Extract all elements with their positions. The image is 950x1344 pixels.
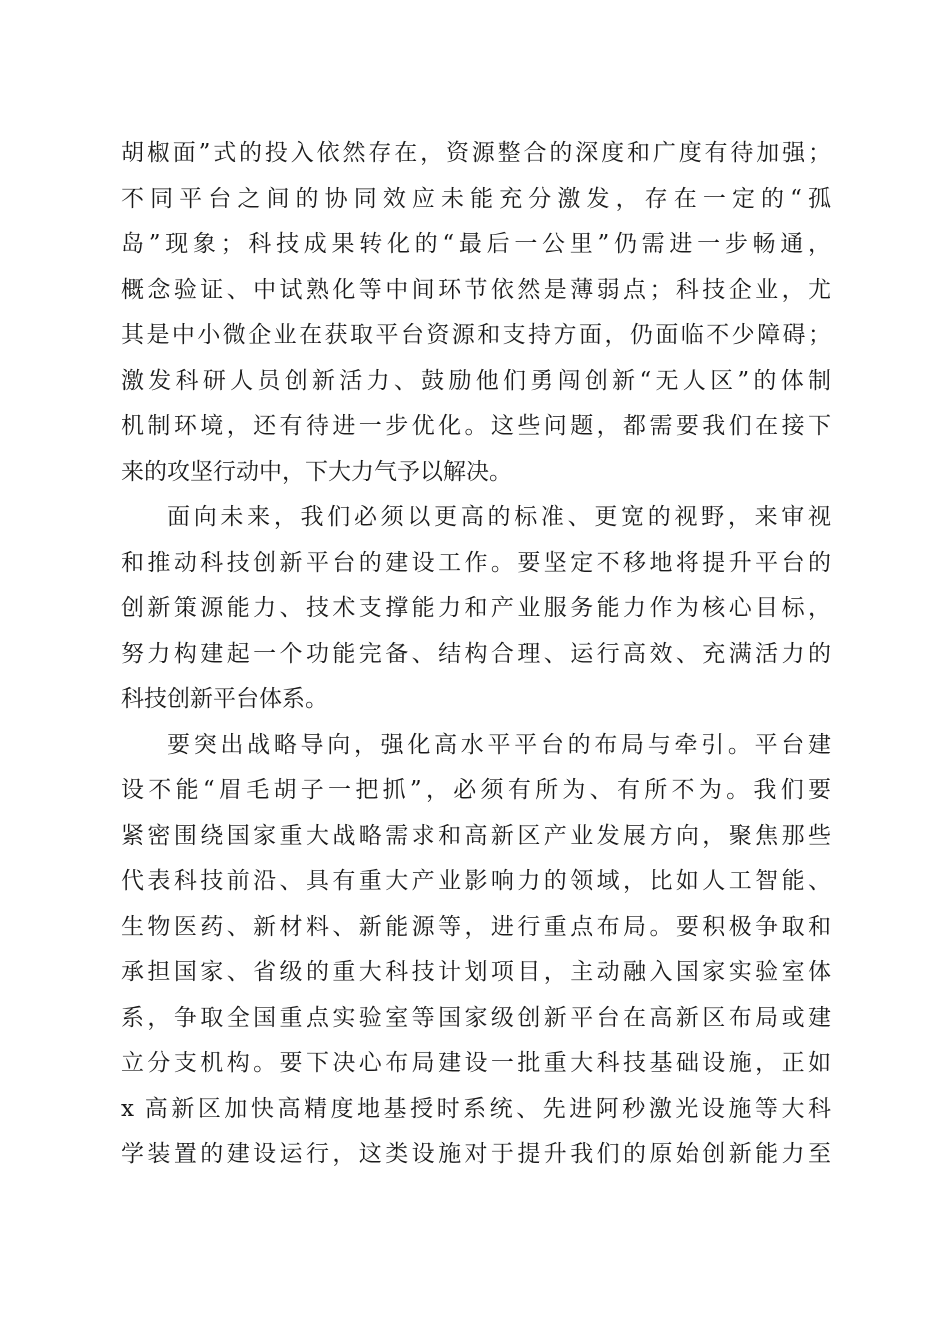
paragraph-3-line-7: 系，争取全国重点实验室等国家级创新平台在高新区布局或建 bbox=[121, 1004, 831, 1031]
paragraph-3-line-2: 设不能“眉毛胡子一把抓”，必须有所为、有所不为。我们要 bbox=[121, 777, 831, 803]
paragraph-3-line-8: 立分支机构。要下决心布局建设一批重大科技基础设施，正如 bbox=[121, 1050, 831, 1076]
paragraph-2-line-3: 创新策源能力、技术支撑能力和产业服务能力作为核心目标， bbox=[121, 595, 831, 621]
paragraph-1-line-6: 激发科研人员创新活力、鼓励他们勇闯创新“无人区”的体制 bbox=[121, 367, 831, 394]
paragraph-1-line-2: 不同平台之间的协同效应未能充分激发，存在一定的“孤 bbox=[121, 185, 831, 212]
paragraph-2-line-1: 面向未来，我们必须以更高的标准、更宽的视野，来审视 bbox=[167, 504, 831, 530]
paragraph-1-line-4: 概念验证、中试熟化等中间环节依然是薄弱点；科技企业，尤 bbox=[121, 276, 831, 303]
paragraph-3-line-10: 学装置的建设运行，这类设施对于提升我们的原始创新能力至 bbox=[121, 1141, 831, 1167]
paragraph-3-line-4: 代表科技前沿、具有重大产业影响力的领域，比如人工智能、 bbox=[121, 868, 831, 894]
paragraph-1-line-5: 其是中小微企业在获取平台资源和支持方面，仍面临不少障碍； bbox=[121, 322, 831, 348]
paragraph-3-line-1: 要突出战略导向，强化高水平平台的布局与牵引。平台建 bbox=[167, 731, 831, 758]
paragraph-1-line-1: 胡椒面”式的投入依然存在，资源整合的深度和广度有待加强； bbox=[121, 140, 831, 166]
paragraph-1-line-7: 机制环境，还有待进一步优化。这些问题，都需要我们在接下 bbox=[121, 413, 831, 439]
paragraph-1-line-8: 来的攻坚行动中，下大力气予以解决。 bbox=[121, 458, 512, 485]
paragraph-3-line-5: 生物医药、新材料、新能源等，进行重点布局。要积极争取和 bbox=[121, 913, 831, 940]
paragraph-3-line-6: 承担国家、省级的重大科技计划项目，主动融入国家实验室体 bbox=[121, 959, 831, 985]
paragraph-2-line-5: 科技创新平台体系。 bbox=[121, 686, 328, 712]
paragraph-3-line-9: x 高新区加快高精度地基授时系统、先进阿秒激光设施等大科 bbox=[121, 1095, 831, 1122]
paragraph-3-line-3: 紧密围绕国家重大战略需求和高新区产业发展方向，聚焦那些 bbox=[121, 822, 831, 849]
document-body bbox=[121, 131, 831, 1178]
paragraph-1-line-3: 岛”现象；科技成果转化的“最后一公里”仍需进一步畅通， bbox=[121, 231, 831, 257]
paragraph-2-line-2: 和推动科技创新平台的建设工作。要坚定不移地将提升平台的 bbox=[121, 549, 831, 576]
paragraph-2-line-4: 努力构建起一个功能完备、结构合理、运行高效、充满活力的 bbox=[121, 640, 831, 667]
